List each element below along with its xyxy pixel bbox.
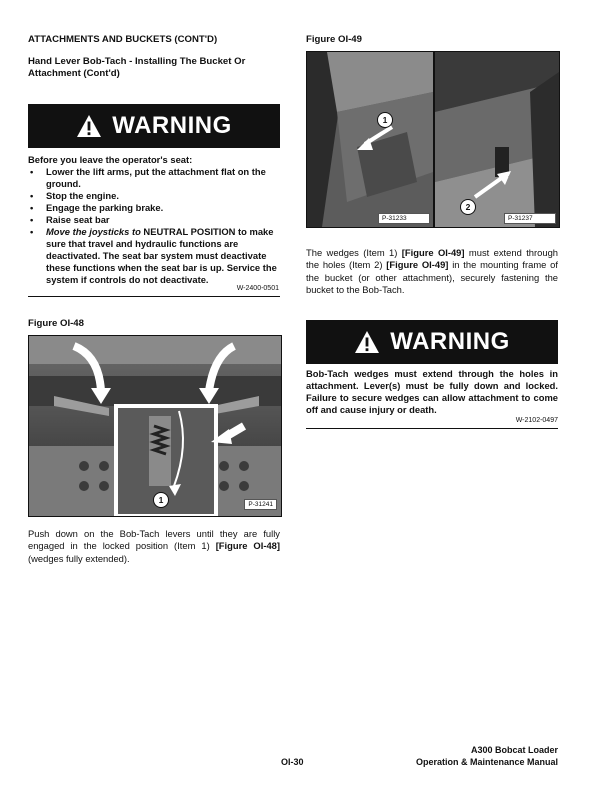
mounting-frame-illustration: [435, 52, 559, 227]
warning-code: W-2400-0501: [236, 285, 279, 292]
photo-label: P-31233: [378, 213, 430, 224]
para-text: Push down on the Bob-Tach levers until they are fully engaged in the locked position (Item 1): [28, 528, 280, 552]
section-title: ATTACHMENTS AND BUCKETS (CONT'D): [28, 34, 218, 45]
subsection-title: Hand Lever Bob-Tach - Installing The Bucket Or Attachment (Cont'd): [28, 56, 246, 79]
warning-text: Bob-Tach wedges must extend through the holes in attachment. Lever(s) must be fully down and locked. Failure to secure wedges can allow attachment to come off and cause injury or death.: [306, 368, 558, 415]
figure-reference: [Figure OI-48]: [215, 540, 280, 552]
divider: [306, 428, 558, 429]
list-item: • Engage the parking brake.: [28, 202, 279, 214]
warning-banner: [306, 320, 558, 364]
photo-label: P-31237: [504, 213, 556, 224]
divider: [28, 296, 280, 297]
list-item-italic: Move the joysticks to: [46, 226, 141, 237]
page-number: OI-30: [281, 757, 304, 767]
para-text: The wedges (Item 1): [306, 247, 402, 258]
list-item: [28, 226, 279, 286]
manual-title: A300 Bobcat Loader: [470, 745, 558, 755]
warning-triangle-icon: [76, 114, 102, 138]
figure-title: Figure OI-49: [306, 34, 362, 45]
warning-label: WARNING: [390, 328, 510, 355]
warning-banner: [28, 104, 280, 148]
body-paragraph: [28, 528, 280, 565]
figure-reference: [Figure OI-49]: [386, 259, 449, 271]
list-item: • Lower the lift arms, put the attachment flat on the ground.: [28, 166, 279, 190]
body-paragraph: [306, 247, 558, 297]
manual-subtitle: Operation & Maintenance Manual: [415, 757, 558, 767]
photo-label: P-31241: [244, 499, 277, 510]
wedge-illustration: [307, 52, 433, 227]
warning-list: [28, 166, 279, 286]
list-item-rest: NEUTRAL POSITION to make sure that travel and hydraulic functions are deactivated. The seat bar system must deactivate these functions when the seat bar is up. Service the system if controls do not deactivate.: [46, 226, 277, 285]
warning-triangle-icon: [354, 330, 380, 354]
para-text: (wedges fully extended).: [28, 552, 130, 564]
warning-intro: Before you leave the operator's seat:: [28, 154, 193, 165]
callout-1: 1: [377, 112, 393, 128]
figure-ol49-photo-b: [434, 51, 560, 228]
figure-ol49-photo-a: [306, 51, 434, 228]
warning-label: WARNING: [112, 112, 232, 139]
figure-ol48-photo: [28, 335, 282, 517]
warning-code: W-2102-0497: [515, 417, 558, 424]
para-text: in the mounting frame of the bucket (or other attachment), securely fastening the bucket to the Bob-Tach.: [306, 259, 558, 296]
warning-text: [28, 154, 279, 286]
callout-1: 1: [153, 492, 169, 508]
figure-reference: [Figure OI-49]: [401, 247, 465, 258]
list-item: • Raise seat bar: [28, 214, 279, 226]
loader-levers-illustration: [29, 336, 281, 516]
figure-title: Figure OI-48: [28, 318, 84, 329]
list-item: • Stop the engine.: [28, 190, 279, 202]
para-text: must extend through the holes (Item 2): [306, 247, 559, 271]
callout-2: 2: [460, 199, 476, 215]
